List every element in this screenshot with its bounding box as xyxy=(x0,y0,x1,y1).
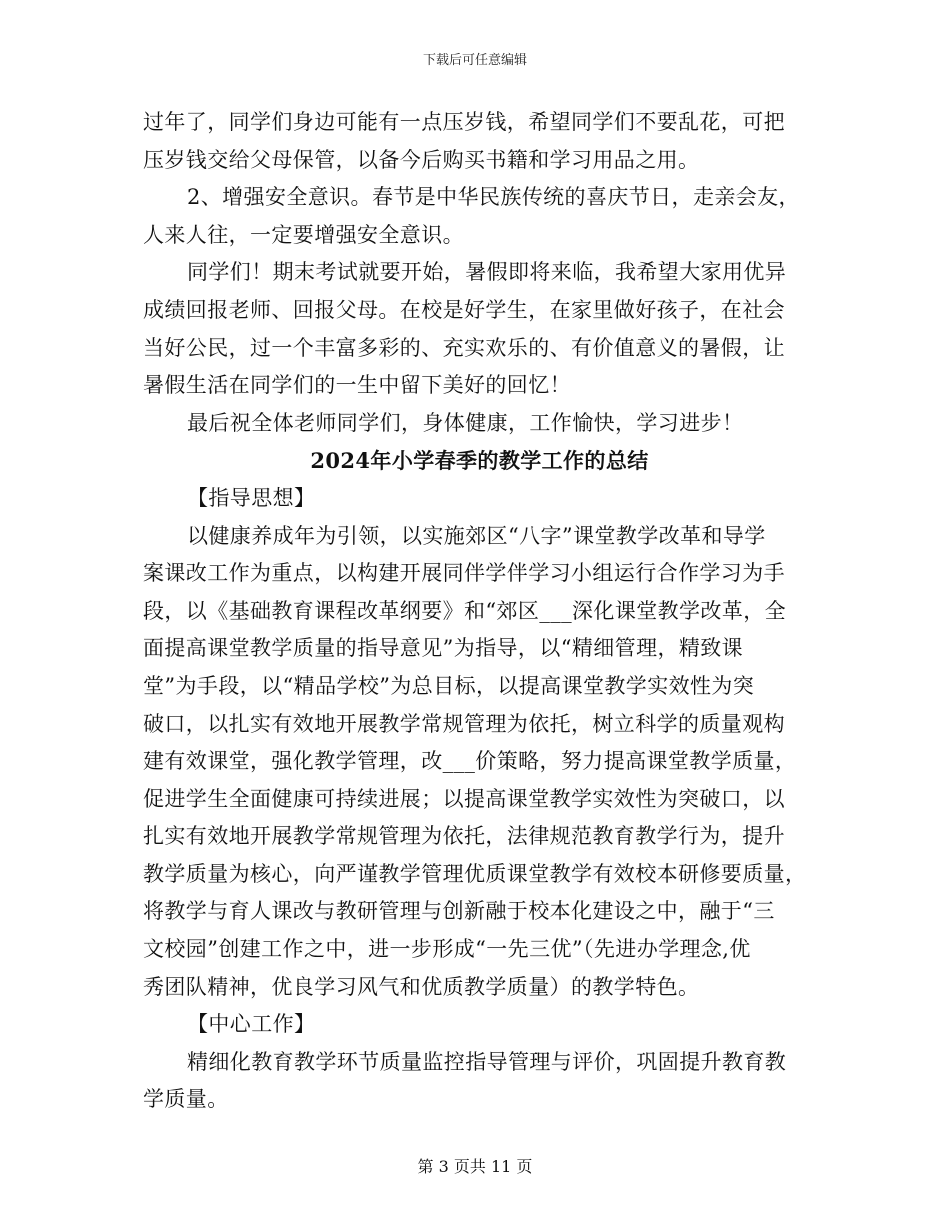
paragraph-line: 压岁钱交给父母保管，以备今后购买书籍和学习用品之用。 xyxy=(143,147,700,172)
section-title: 2024年小学春季的教学工作的总结 xyxy=(310,448,649,474)
paragraph-line: 2、增强安全意识。春节是中华民族传统的喜庆节日，走亲会友， xyxy=(187,185,800,210)
paragraph-line: 建有效课堂，强化教学管理，改___价策略，努力提高课堂教学质量， xyxy=(143,749,797,774)
paragraph-line: 扎实有效地开展教学常规管理为依托，法律规范教育教学行为，提升 xyxy=(143,824,785,849)
paragraph-line: 过年了，同学们身边可能有一点压岁钱，希望同学们不要乱花，可把 xyxy=(143,110,785,134)
paragraph-line: 以健康养成年为引领，以实施郊区“八字”课堂教学改革和导学 xyxy=(187,523,766,548)
page-header-note: 下载后可任意编辑 xyxy=(422,53,527,68)
paragraph-line: 最后祝全体老师同学们，身体健康，工作愉快，学习进步！ xyxy=(187,410,744,435)
paragraph-line: 人来人往，一定要增强安全意识。 xyxy=(143,222,464,247)
paragraph-line: 同学们！期末考试就要开始，暑假即将来临，我希望大家用优异 xyxy=(187,260,787,285)
paragraph-line: 秀团队精神，优良学习风气和优质教学质量）的教学特色。 xyxy=(143,974,700,999)
paragraph-line: 促进学生全面健康可持续进展；以提高课堂教学实效性为突破口，以 xyxy=(143,786,785,811)
paragraph-line: 学质量。 xyxy=(143,1087,229,1112)
paragraph-line: 案课改工作为重点，以构建开展同伴学伴学习小组运行合作学习为手 xyxy=(143,561,785,586)
document-body xyxy=(143,104,808,1119)
section-heading-core-work: 【中心工作】 xyxy=(187,1012,316,1037)
paragraph-line: 面提高课堂教学质量的指导意见”为指导，以“精细管理，精致课 xyxy=(143,636,744,661)
paragraph-line: 破口，以扎实有效地开展教学常规管理为依托，树立科学的质量观构 xyxy=(143,711,785,736)
paragraph-line: 暑假生活在同学们的一生中留下美好的回忆！ xyxy=(143,373,571,398)
paragraph-line: 教学质量为核心，向严谨教学管理优质课堂教学有效校本研修要质量， xyxy=(143,861,807,886)
paragraph-line: 段，以《基础教育课程改革纲要》和“郊区___深化课堂教学改革，全 xyxy=(143,598,787,623)
paragraph-line: 将教学与育人课改与教研管理与创新融于校本化建设之中，融于“三 xyxy=(143,899,775,924)
paragraph-line: 堂”为手段，以“精品学校”为总目标，以提高课堂教学实效性为突 xyxy=(143,673,755,698)
paragraph-line: 精细化教育教学环节质量监控指导管理与评价，巩固提升教育教 xyxy=(187,1049,787,1074)
paragraph-line: 文校园”创建工作之中，进一步形成“一先三优”（先进办学理念,优 xyxy=(143,937,751,962)
paragraph-line: 成绩回报老师、回报父母。在校是好学生，在家里做好孩子，在社会 xyxy=(143,297,785,322)
paragraph-line: 当好公民，过一个丰富多彩的、充实欢乐的、有价值意义的暑假，让 xyxy=(143,335,785,360)
page-number: 第 3 页共 11 页 xyxy=(417,1157,533,1176)
section-heading-guiding-ideology: 【指导思想】 xyxy=(187,485,316,510)
